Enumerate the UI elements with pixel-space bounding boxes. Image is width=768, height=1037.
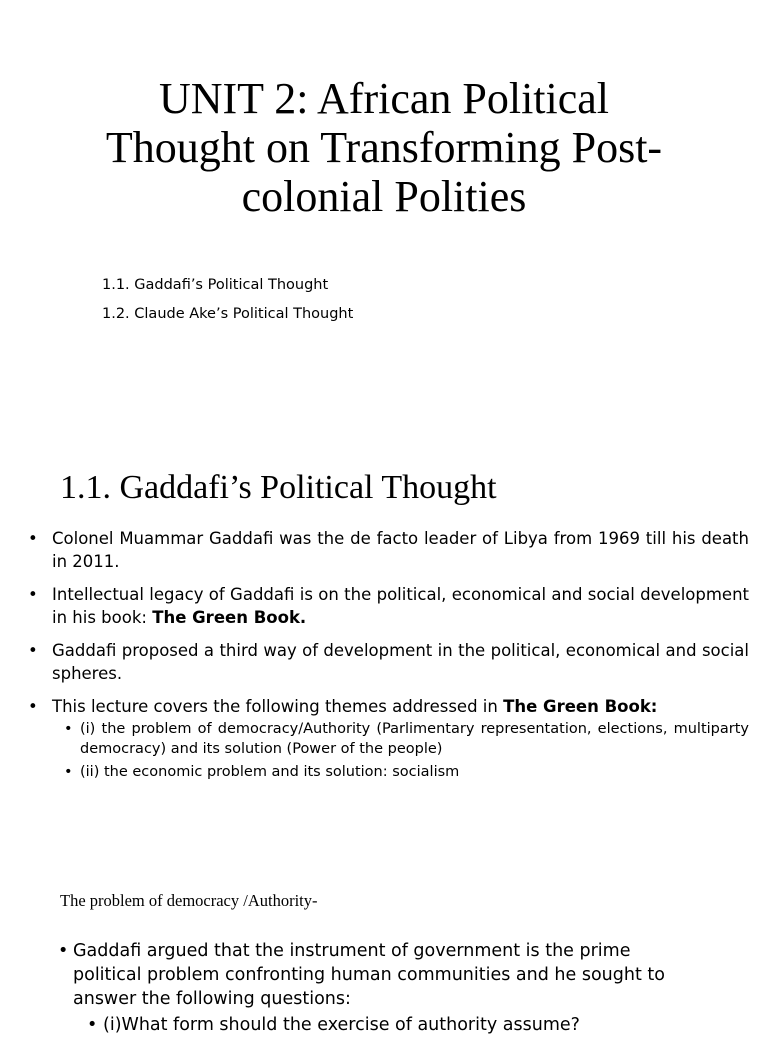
sub-bullet-text: (i) the problem of democracy/Authority (Parlimentary representation, elections, multiparty democracy) and its solution (Power of the people) [80, 721, 749, 757]
list-item [24, 583, 749, 629]
sub-list-item [52, 719, 749, 759]
sub-bullet-text: (ii) the economic problem and its solution: socialism [80, 764, 460, 780]
sub-list-item [73, 1013, 696, 1037]
bullet-icon: • [64, 764, 73, 780]
bullet-list [56, 939, 696, 1037]
sub-bullet-list [73, 1013, 696, 1037]
book-title: The Green Book. [152, 608, 307, 627]
section-heading: The problem of democracy /Authority- [60, 891, 318, 910]
section-heading: 1.1. Gaddafi’s Political Thought [60, 469, 497, 506]
bullet-text: Colonel Muammar Gaddafi was the de facto leader of Libya from 1969 till his death in 2011. [52, 529, 749, 571]
list-item [56, 939, 696, 1037]
bullet-icon: • [28, 585, 38, 604]
sub-bullet-list [52, 719, 749, 782]
bullet-list [24, 527, 749, 792]
book-title: The Green Book: [503, 697, 658, 716]
slide-title: UNIT 2: African Political Thought on Transforming Post-colonial Polities [105, 74, 663, 221]
bullet-text: This lecture covers the following themes addressed in [52, 697, 504, 716]
list-item [24, 695, 749, 782]
sub-list-item [52, 762, 749, 782]
toc-item-1: 1.1. Gaddafi’s Political Thought [102, 277, 329, 293]
bullet-icon: • [28, 641, 38, 660]
bullet-text: Gaddafi proposed a third way of development in the political, economical and social spheres. [52, 641, 749, 683]
bullet-icon: • [28, 529, 38, 548]
list-item [24, 639, 749, 685]
bullet-text: Gaddafi argued that the instrument of government is the prime political problem confronting human communities and he sought to answer the following questions: [73, 941, 665, 1009]
bullet-icon: • [28, 697, 38, 716]
bullet-icon: • [64, 721, 73, 737]
toc-item-2: 1.2. Claude Ake’s Political Thought [102, 306, 354, 322]
toc-list [102, 273, 353, 331]
bullet-text: Intellectual legacy of Gaddafi is on the political, economical and social development in his book: [52, 585, 749, 627]
sub-bullet-text: (i)What form should the exercise of authority assume? [103, 1015, 580, 1035]
bullet-icon: • [87, 1015, 98, 1035]
bullet-icon: • [58, 941, 69, 961]
list-item [24, 527, 749, 573]
